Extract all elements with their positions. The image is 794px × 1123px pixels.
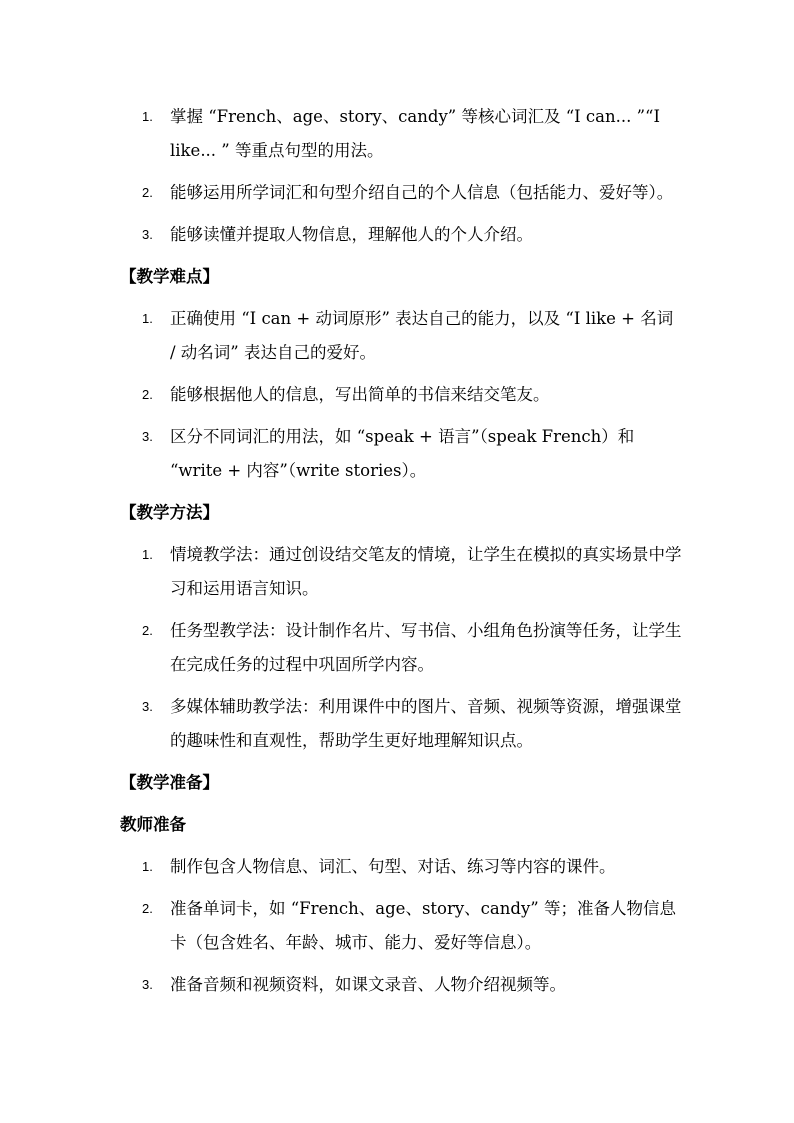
item-text: 准备单词卡，如 “French、age、story、candy” 等；准备人物信息卡（包含姓名、年龄、城市、能力、爱好等信息）。 [170,899,676,952]
item-number: 2. [142,623,153,638]
item-number: 3. [142,429,153,444]
section-heading-methods: 【教学方法】 [120,503,219,522]
item-text: 正确使用 “I can + 动词原形” 表达自己的能力，以及 “I like + 名词 / 动名词” 表达自己的爱好。 [170,309,674,362]
item-text: 掌握 “French、age、story、candy” 等核心词汇及 “I can... ”“I like... ” 等重点句型的用法。 [170,107,660,160]
list-item [0,100,794,168]
item-text: 能够读懂并提取人物信息，理解他人的个人介绍。 [170,225,533,244]
item-number: 3. [142,227,153,242]
list-item [0,690,794,758]
subheading-teacher-preparation: 教师准备 [120,815,186,834]
list-item [0,892,794,960]
section-heading-preparation: 【教学准备】 [120,773,219,792]
item-number: 2. [142,185,153,200]
item-number: 1. [142,547,153,562]
methods-list [0,538,794,758]
item-number: 1. [142,109,153,124]
item-text: 制作包含人物信息、词汇、句型、对话、练习等内容的课件。 [170,857,616,876]
item-text: 区分不同词汇的用法，如 “speak + 语言”（speak French）和 “write + 内容”（write stories）。 [170,427,635,480]
item-number: 2. [142,387,153,402]
item-number: 2. [142,901,153,916]
list-item [0,614,794,682]
section-heading-difficulties: 【教学难点】 [120,267,219,286]
list-item [0,176,794,210]
item-text: 能够运用所学词汇和句型介绍自己的个人信息（包括能力、爱好等）。 [170,183,674,202]
objectives-list [0,100,794,252]
list-item [0,378,794,412]
item-text: 能够根据他人的信息，写出简单的书信来结交笔友。 [170,385,550,404]
item-number: 1. [142,311,153,326]
item-text: 情境教学法：通过创设结交笔友的情境，让学生在模拟的真实场景中学习和运用语言知识。 [170,545,682,598]
item-text: 多媒体辅助教学法：利用课件中的图片、音频、视频等资源，增强课堂的趣味性和直观性，帮助学生更好地理解知识点。 [170,697,682,750]
item-number: 1. [142,859,153,874]
difficulties-list [0,302,794,488]
list-item [0,302,794,370]
preparation-list [0,850,794,1002]
list-item [0,538,794,606]
item-text: 任务型教学法：设计制作名片、写书信、小组角色扮演等任务，让学生在完成任务的过程中巩固所学内容。 [170,621,682,674]
list-item [0,850,794,884]
item-number: 3. [142,699,153,714]
item-number: 3. [142,977,153,992]
list-item [0,218,794,252]
list-item [0,968,794,1002]
item-text: 准备音频和视频资料，如课文录音、人物介绍视频等。 [170,975,566,994]
list-item [0,420,794,488]
